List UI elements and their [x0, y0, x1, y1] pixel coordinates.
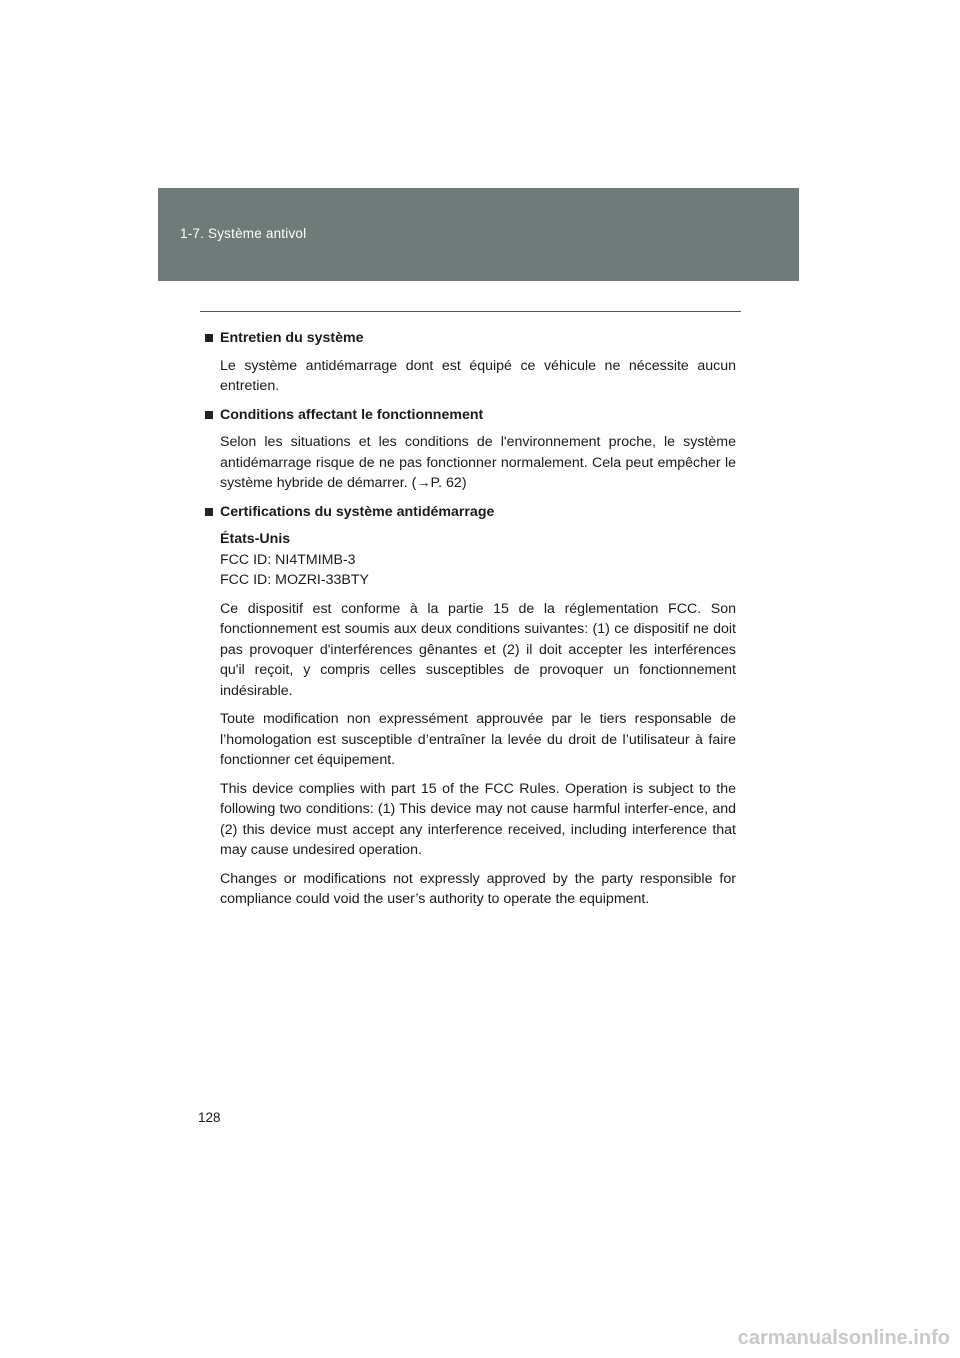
paragraph: Selon les situations et les conditions de l'environnement proche, le système antidémarrage risque de ne pas fonctionner normalement. Cela peut empêcher le système hybride de démarrer. (→P. 62) — [220, 434, 736, 491]
certification-ids — [205, 529, 736, 591]
section-header-band — [158, 188, 799, 281]
square-bullet-icon — [205, 411, 213, 419]
fcc-id: FCC ID: MOZRI-33BTY — [220, 572, 369, 588]
section-title: Certifications du système antidémarrage — [220, 503, 495, 520]
country-label: États-Unis — [220, 531, 291, 547]
fcc-id: FCC ID: NI4TMIMB-3 — [220, 551, 356, 568]
paragraph: Ce dispositif est conforme à la partie 15 de la réglementation FCC. Son fonctionnement est soumis aux deux conditions suivantes: (1) ce dispositif ne doit pas provoquer d'interférences gênantes et (2) il doit accepter les interférences qu'il reçoit, y compris celles susceptibles de provoquer un fonctionnement indésirable. — [220, 600, 736, 699]
paragraph: Toute modification non expressément approuvée par le tiers responsable de l’homologation est susceptible d’entraîner la levée du droit de l’utilisateur à faire fonctionner cet équipement. — [220, 711, 736, 768]
paragraph: This device complies with part 15 of the FCC Rules. Operation is subject to the following two conditions: (1) This device may not cause harmful interfer-ence, and (2) this device must accept any interference received, including interference that may cause undesired operation. — [220, 780, 736, 858]
divider-rule — [200, 311, 741, 312]
section-title: Conditions affectant le fonctionnement — [220, 406, 484, 423]
section-heading-certifications — [205, 502, 736, 523]
paragraph: Changes or modifications not expressly approved by the party responsible for compliance could void the user’s authority to operate the equipment. — [220, 870, 736, 907]
section-heading-maintenance — [205, 328, 736, 349]
page-content — [205, 328, 736, 910]
section-label: 1-7. Système antivol — [180, 226, 307, 241]
square-bullet-icon — [205, 508, 213, 516]
square-bullet-icon — [205, 334, 213, 342]
paragraph: Le système antidémarrage dont est équipé ce véhicule ne nécessite aucun entretien. — [220, 357, 736, 394]
section-heading-conditions — [205, 405, 736, 426]
page-number: 128 — [198, 1110, 221, 1125]
section-title: Entretien du système — [220, 330, 364, 346]
watermark: carmanualsonline.info — [737, 1327, 950, 1349]
